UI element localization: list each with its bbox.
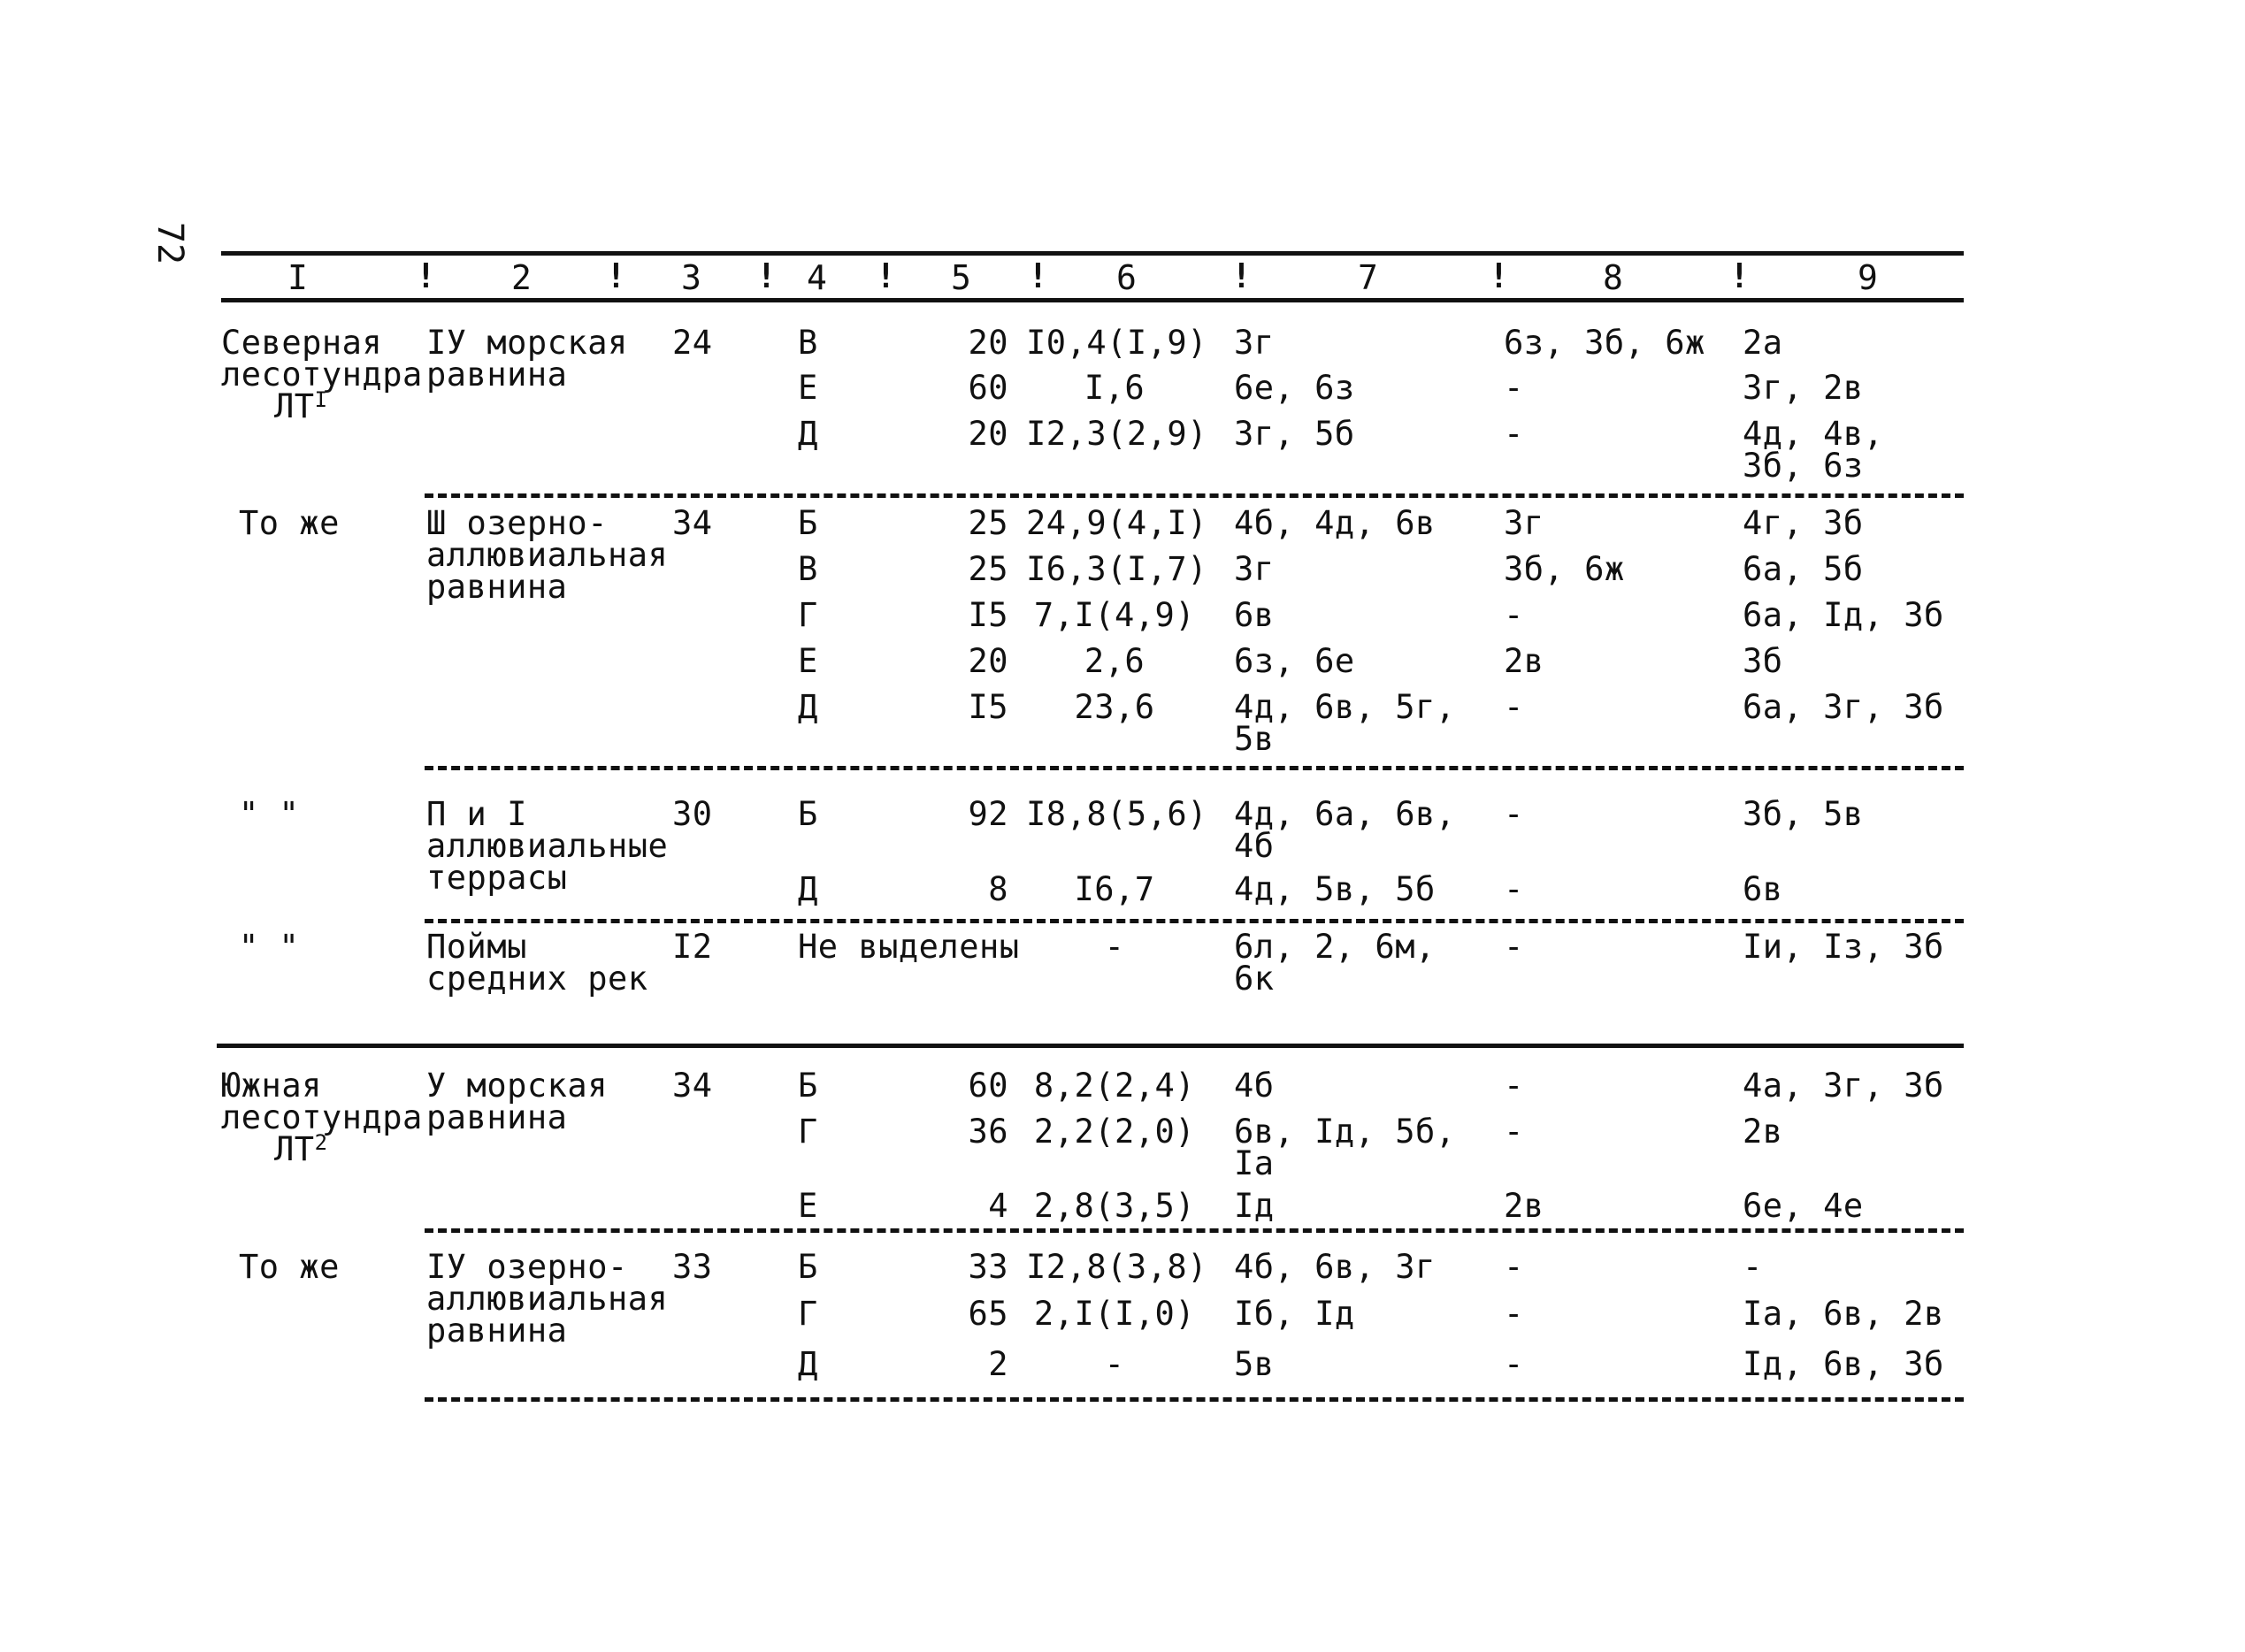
col4-cell: Не выделены [798, 928, 1020, 966]
col6-cell: I,6 [1084, 369, 1145, 407]
col4-cell: Б [798, 1067, 818, 1105]
col8-cell: 2в [1504, 642, 1544, 680]
zone-cell [239, 504, 442, 542]
header-col-8: 8 [1603, 258, 1623, 297]
col5-cell: 60 [968, 1067, 1008, 1105]
col6-cell: I6,7 [1074, 870, 1155, 908]
zone-cell [221, 1067, 425, 1168]
header-col-3: 3 [681, 258, 701, 297]
header-col-9: 9 [1858, 258, 1878, 297]
header-separator: ! [1028, 256, 1048, 295]
col7-cell: 4д, 6в, 5г, 5в [1234, 688, 1456, 758]
col4-cell: Д [798, 1345, 818, 1383]
col8-cell: - [1504, 688, 1524, 726]
relief-cell: Поймы средних рек [426, 928, 648, 998]
dashed-separator [425, 1397, 1964, 1402]
col9-cell: Iа, 6в, 2в [1743, 1295, 1944, 1333]
relief-cell: IУ озерно-аллювиальная равнина [426, 1248, 669, 1350]
col9-cell: 3б [1743, 642, 1783, 680]
col7-cell: 3г [1234, 550, 1275, 588]
col4-cell: Е [798, 1187, 818, 1225]
zone-cell [239, 928, 442, 966]
col9-cell: 4а, 3г, 3б [1743, 1067, 1944, 1105]
col8-cell: - [1504, 596, 1524, 634]
col7-cell: 3г, 5б [1234, 415, 1355, 453]
relief-cell: П и I аллювиальные террасы [426, 795, 669, 897]
col5-cell: 36 [968, 1113, 1008, 1151]
col9-cell: 4г, 3б [1743, 504, 1864, 542]
col7-cell: Iб, Iд [1234, 1295, 1355, 1333]
col7-cell: 4б, 4д, 6в [1234, 504, 1436, 542]
header-top-rule [221, 251, 1964, 256]
header-col-7: 7 [1358, 258, 1378, 297]
col5-cell: 20 [968, 642, 1008, 680]
col4-cell: В [798, 324, 818, 362]
col7-cell: 3г [1234, 324, 1275, 362]
col8-cell: 3б, 6ж [1504, 550, 1625, 588]
area-cell: 34 [672, 1067, 713, 1105]
header-col-2: 2 [511, 258, 532, 297]
col4-cell: Д [798, 870, 818, 908]
col4-cell: Г [798, 596, 818, 634]
col8-cell: - [1504, 1345, 1524, 1383]
zone-code-superscript: I [314, 387, 328, 412]
header-separator: ! [1489, 256, 1509, 295]
col7-cell: 4б [1234, 1067, 1275, 1105]
col6-cell: 24,9(4,I) [1026, 504, 1207, 542]
relief-cell: Ш озерно-аллювиальная равнина [426, 504, 669, 606]
col6-cell: I0,4(I,9) [1026, 324, 1207, 362]
col9-cell: 3б, 5в [1743, 795, 1864, 833]
relief-cell: У морская равнина [426, 1067, 608, 1136]
col5-cell: 65 [968, 1295, 1008, 1333]
col8-cell: - [1504, 1295, 1524, 1333]
zone-name: " " [239, 928, 300, 966]
col6-cell: 2,8(3,5) [1033, 1187, 1196, 1225]
zone-name: " " [239, 795, 300, 833]
col7-cell: 6з, 6е [1234, 642, 1355, 680]
col5-cell: 60 [968, 369, 1008, 407]
header-separator: ! [756, 256, 777, 295]
zone-cell [239, 795, 442, 833]
col5-cell: 25 [968, 504, 1008, 542]
col9-cell: - [1743, 1248, 1763, 1286]
col9-cell: 2а [1743, 324, 1783, 362]
zone-name: То же [239, 504, 340, 542]
col9-cell: 6в [1743, 870, 1783, 908]
area-cell: 33 [672, 1248, 713, 1286]
col7-cell: Iд [1234, 1187, 1275, 1225]
col6-cell: 2,6 [1084, 642, 1145, 680]
col9-cell: 6а, 3г, 3б [1743, 688, 1944, 726]
col8-cell: - [1504, 928, 1524, 966]
col8-cell: - [1504, 1248, 1524, 1286]
col5-cell: I5 [968, 688, 1008, 726]
header-separator: ! [1729, 256, 1750, 295]
dashed-separator [425, 1228, 1964, 1233]
col6-cell: I8,8(5,6) [1026, 795, 1207, 833]
col8-cell: 3г [1504, 504, 1544, 542]
col8-cell: - [1504, 369, 1524, 407]
col6-cell: 2,I(I,0) [1033, 1295, 1196, 1333]
col9-cell: 2в [1743, 1113, 1783, 1151]
dashed-separator [425, 766, 1964, 770]
zone-code: ЛТ [274, 387, 315, 425]
col8-cell: - [1504, 415, 1524, 453]
col9-cell: Iи, Iз, 3б [1743, 928, 1944, 966]
col9-cell: 6а, 5б [1743, 550, 1864, 588]
col4-cell: Е [798, 642, 818, 680]
col8-cell: - [1504, 870, 1524, 908]
col4-cell: Д [798, 415, 818, 453]
col4-cell: Д [798, 688, 818, 726]
col6-cell: I2,3(2,9) [1026, 415, 1207, 453]
zone-cell [239, 1248, 442, 1286]
col9-cell: 6а, Iд, 3б [1743, 596, 1944, 634]
col6-cell: - [1104, 928, 1125, 966]
col4-cell: Б [798, 795, 818, 833]
col7-cell: 6л, 2, 6м, 6к [1234, 928, 1436, 998]
col9-cell: 4д, 4в, 3б, 6з [1743, 415, 1884, 485]
col7-cell: 4д, 6а, 6в, 4б [1234, 795, 1456, 865]
header-col-6: 6 [1116, 258, 1137, 297]
header-separator: ! [876, 256, 896, 295]
col6-cell: 7,I(4,9) [1033, 596, 1196, 634]
col8-cell: - [1504, 1067, 1524, 1105]
dashed-separator [425, 919, 1964, 923]
col9-cell: Iд, 6в, 3б [1743, 1345, 1944, 1383]
relief-cell: IУ морская равнина [426, 324, 628, 394]
col6-cell: I2,8(3,8) [1026, 1248, 1207, 1286]
col9-cell: 3г, 2в [1743, 369, 1864, 407]
col7-cell: 6е, 6з [1234, 369, 1355, 407]
col5-cell: 20 [968, 324, 1008, 362]
col8-cell: - [1504, 1113, 1524, 1151]
col5-cell: 4 [988, 1187, 1008, 1225]
zone-cell [221, 324, 425, 425]
header-separator: ! [1231, 256, 1252, 295]
col4-cell: Е [798, 369, 818, 407]
col4-cell: В [798, 550, 818, 588]
col6-cell: 23,6 [1074, 688, 1155, 726]
dashed-separator [425, 493, 1964, 498]
col6-cell: I6,3(I,7) [1026, 550, 1207, 588]
col5-cell: 20 [968, 415, 1008, 453]
col7-cell: 4б, 6в, 3г [1234, 1248, 1436, 1286]
header-separator: ! [606, 256, 626, 295]
zone-name: Южная лесотундра [221, 1067, 423, 1136]
col5-cell: 8 [988, 870, 1008, 908]
header-col-4: 4 [807, 258, 827, 297]
col9-cell: 6е, 4е [1743, 1187, 1864, 1225]
page-number: 72 [149, 221, 191, 265]
zone-name: То же [239, 1248, 340, 1286]
col7-cell: 6в [1234, 596, 1275, 634]
col8-cell: - [1504, 795, 1524, 833]
col4-cell: Б [798, 1248, 818, 1286]
header-col-1: I [287, 258, 308, 297]
col5-cell: 2 [988, 1345, 1008, 1383]
zone-separator-rule [217, 1044, 1964, 1048]
col5-cell: 92 [968, 795, 1008, 833]
col6-cell: - [1104, 1345, 1125, 1383]
col7-cell: 4д, 5в, 5б [1234, 870, 1436, 908]
area-cell: 30 [672, 795, 713, 833]
col8-cell: 6з, 3б, 6ж [1504, 324, 1705, 362]
header-col-5: 5 [951, 258, 971, 297]
col8-cell: 2в [1504, 1187, 1544, 1225]
col5-cell: 25 [968, 550, 1008, 588]
col5-cell: I5 [968, 596, 1008, 634]
col6-cell: 8,2(2,4) [1033, 1067, 1196, 1105]
zone-name: Северная лесотундра [221, 324, 423, 394]
col6-cell: 2,2(2,0) [1033, 1113, 1196, 1151]
zone-code: ЛТ [274, 1130, 315, 1168]
col7-cell: 6в, Iд, 5б, Iа [1234, 1113, 1456, 1182]
area-cell: 34 [672, 504, 713, 542]
col7-cell: 5в [1234, 1345, 1275, 1383]
zone-code-superscript: 2 [314, 1130, 328, 1155]
col4-cell: Г [798, 1295, 818, 1333]
col5-cell: 33 [968, 1248, 1008, 1286]
area-cell: 24 [672, 324, 713, 362]
header-separator: ! [416, 256, 436, 295]
col4-cell: Г [798, 1113, 818, 1151]
header-bottom-rule [221, 298, 1964, 302]
area-cell: I2 [672, 928, 713, 966]
col4-cell: Б [798, 504, 818, 542]
